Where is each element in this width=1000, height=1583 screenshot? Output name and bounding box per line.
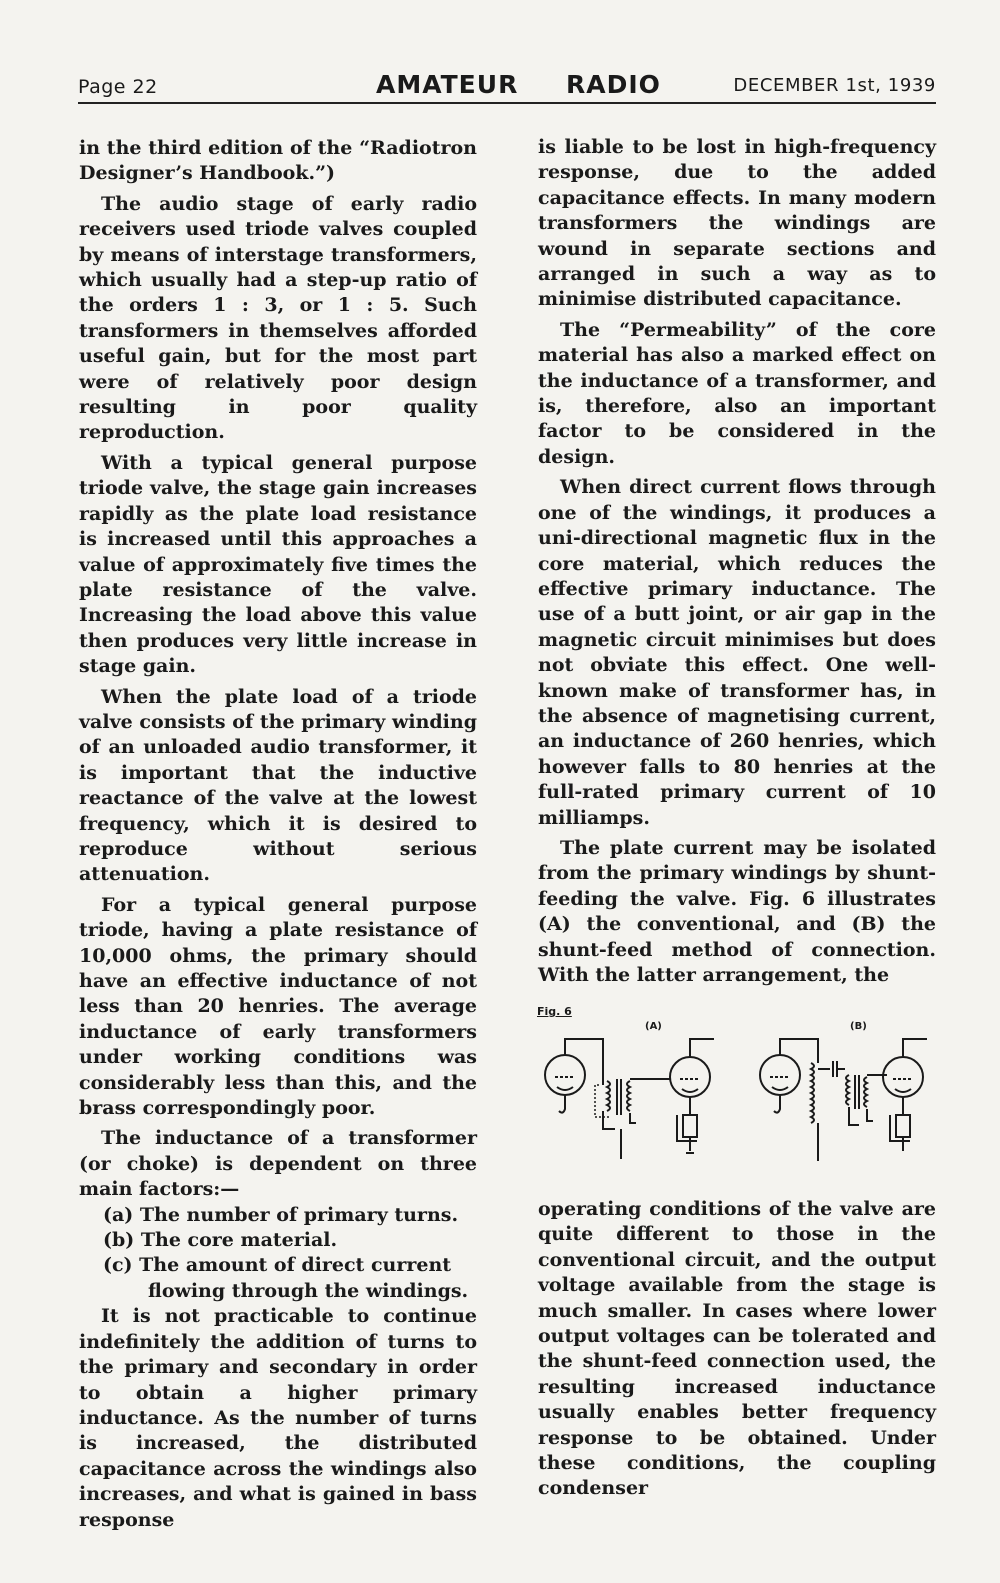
- right-column-bottom: [538, 1197, 936, 1507]
- paragraph: The plate current may be isolated from the primary windings by shunt-feeding the valve. Fig. 6 illustrates (A) the conventional, and (B) the shunt-feed method of connection. With the latter arrangement, the: [538, 836, 936, 986]
- circuit-schematic: [537, 1005, 937, 1170]
- figure-sublabel-b: (B): [850, 1021, 867, 1032]
- paragraph: With a typical general purpose triode valve, the stage gain increases rapidly as the plate load resistance is increased until this approaches a value of approximately five times the plate resistance of the valve. Increasing the load above this value then produces very little increase in stage gain.: [79, 451, 477, 678]
- paragraph: in the third edition of the “Radiotron Designer’s Handbook.”): [79, 137, 477, 185]
- paragraph: operating conditions of the valve are quite different to those in the conventional circuit, and the output voltage available from the stage is much smaller. In cases where lower output voltages can be tolerated and the shunt-feed connection used, the resulting increased inductance usually enables better frequency response to be obtained. Under these conditions, the coupling condenser: [538, 1198, 936, 1500]
- issue-date: DECEMBER 1st, 1939: [733, 75, 936, 96]
- figure-label: Fig. 6: [537, 1005, 572, 1018]
- magazine-title: AMATEUR RADIO: [376, 70, 661, 99]
- transformer-b: [846, 1075, 849, 1105]
- cathode-resistor-a: [683, 1115, 697, 1137]
- left-column: [79, 136, 477, 1538]
- list-item: (c) The amount of direct current flowing through the windings.: [103, 1254, 469, 1302]
- choke-b: [811, 1063, 814, 1123]
- list-item: (a) The number of primary turns.: [103, 1203, 459, 1226]
- paragraph: When the plate load of a triode valve consists of the primary winding of an unloaded audio transformer, it is important that the inductive reactance of the valve at the lowest frequency, which it is desired to reproduce without serious attenuation.: [79, 685, 477, 886]
- paragraph: The audio stage of early radio receivers used triode valves coupled by means of interstage transformers, which usually had a step-up ratio of the orders 1 : 3, or 1 : 5. Such transformers in themselves afforded useful gain, but for the most part were of relatively poor design resulting in poor quality reproduction.: [79, 192, 477, 444]
- transformer-primary-a: [607, 1081, 610, 1111]
- cathode-resistor-b: [896, 1115, 910, 1137]
- factors-list: [79, 1203, 477, 1305]
- paragraph: It is not practicable to continue indefinitely the addition of turns to the primary and secondary in order to obtain a higher primary inductance. As the number of turns is increased, the distributed capacitance across the windings also increases, and what is gained in bass response: [79, 1305, 477, 1531]
- page-header: [78, 70, 936, 104]
- list-item: (b) The core material.: [103, 1229, 338, 1252]
- paragraph: is liable to be lost in high-frequency response, due to the added capacitance effects. In many modern transformers the windings are wound in separate sections and arranged in such a way as to minimise distributed capacitance.: [538, 136, 936, 311]
- paragraph: For a typical general purpose triode, having a plate resistance of 10,000 ohms, the primary should have an effective inductance of not less than 20 henries. The average inductance of early transformers under working conditions was considerably less than this, and the brass correspondingly poor.: [79, 893, 477, 1120]
- transformer-secondary-a: [627, 1081, 630, 1111]
- right-column-top: [538, 135, 936, 993]
- paragraph: When direct current flows through one of the windings, it produces a uni-directional magnetic flux in the core material, which reduces the effective primary inductance. The use of a butt joint, or air gap in the magnetic circuit minimises but does not obviate this effect. One well-known make of transformer has, in the absence of magnetising current, an inductance of 260 henries, which however falls to 80 henries at the full-rated primary current of 10 milliamps.: [538, 476, 936, 829]
- paragraph: The inductance of a transformer (or choke) is dependent on three main factors:—: [79, 1127, 477, 1201]
- paragraph: The “Permeability” of the core material has also a marked effect on the inductance of a transformer, and is, therefore, also an important factor to be considered in the design.: [538, 318, 936, 468]
- page-number: Page 22: [78, 76, 158, 98]
- figure-sublabel-a: (A): [645, 1021, 662, 1032]
- fig6-circuit-diagram: [537, 1005, 937, 1170]
